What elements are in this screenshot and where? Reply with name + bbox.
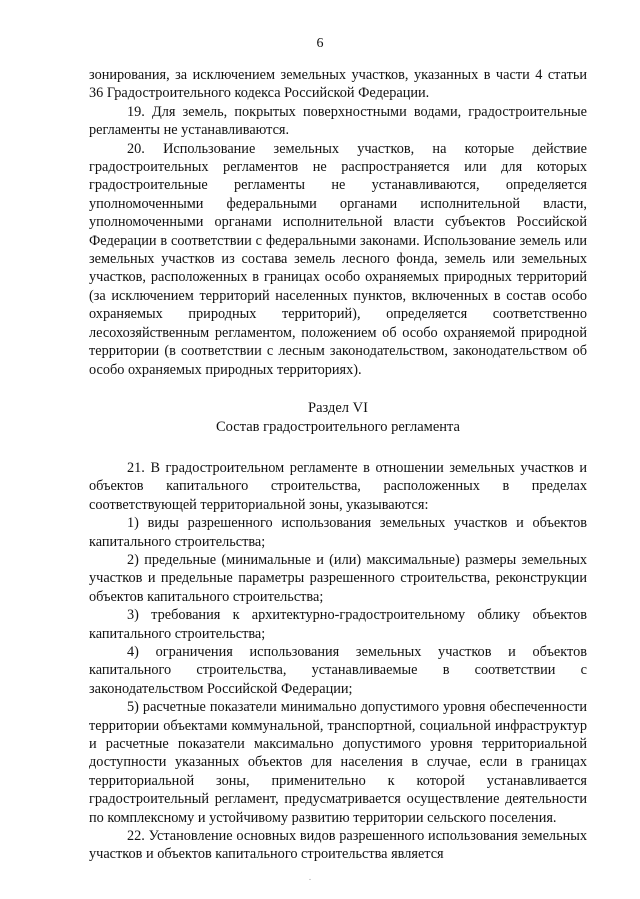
list-item-5: 5) расчетные показатели минимально допустимого уровня обеспеченности территории объектами коммунальной, транспортной, социальной инфраструктур и расчетные показатели максимально допустимого уровня территориальной доступности указанных объектов для населения в случае, если в границах территориальной зоны, применительно к которой устанавливается градостроительный регламент, предусматривается осуществление деятельности по комплексному и устойчивому развитию территории сельского поселения.: [89, 699, 587, 826]
section-title: Состав градостроительного регламента: [216, 418, 460, 435]
paragraph-21: 21. В градостроительном регламенте в отношении земельных участков и объектов капитального строительства, расположенных в пределах соответствующей территориальной зоны, указываются:: [89, 459, 587, 513]
paragraph-20: 20. Использование земельных участков, на которые действие градостроительных регламентов не распространяется или для которых градостроительные регламенты не устанавливаются, определяется уполномоченными федеральными органами исполнительной власти, уполномоченными органами исполнительной власти субъектов Российской Федерации в соответствии с федеральными законами. Использование земель или земельных участков из состава земель лесного фонда, земель или земельных участков, расположенных в границах особо охраняемых природных территорий (за исключением территорий населенных пунктов, включенных в состав особо охраняемых природных территорий), определяется соответственно лесохозяйственным регламентом, положением об особо охраняемой природной территории (в соответствии с лесным законодательством, законодательством об особо охраняемых природных территориях).: [89, 140, 587, 378]
list-item-3: 3) требования к архитектурно-градостроительному облику объектов капитального строительства;: [89, 607, 587, 642]
document-body: [89, 66, 587, 864]
list-item-4: 4) ограничения использования земельных участков и объектов капитального строительства, устанавливаемые в соответствии с законодательством Российской Федерации;: [89, 643, 587, 697]
paragraph-19: 19. Для земель, покрытых поверхностными водами, градостроительные регламенты не устанавливаются.: [89, 103, 587, 139]
page-number: 6: [316, 36, 324, 51]
section-label: Раздел VI: [308, 399, 368, 416]
paragraph-continuation: зонирования, за исключением земельных участков, указанных в части 4 статьи 36 Градостроительного кодекса Российской Федерации.: [89, 67, 587, 102]
list-item-2: 2) предельные (минимальные и (или) максимальные) размеры земельных участков и предельные параметры разрешенного строительства, реконструкции объектов капитального строительства;: [89, 551, 587, 605]
paragraph-22: 22. Установление основных видов разрешенного использования земельных участков и объектов капитального строительства является: [89, 828, 587, 863]
footer-mark: .: [308, 872, 312, 882]
list-item-1: 1) виды разрешенного использования земельных участков и объектов капитального строительства;: [89, 515, 587, 550]
